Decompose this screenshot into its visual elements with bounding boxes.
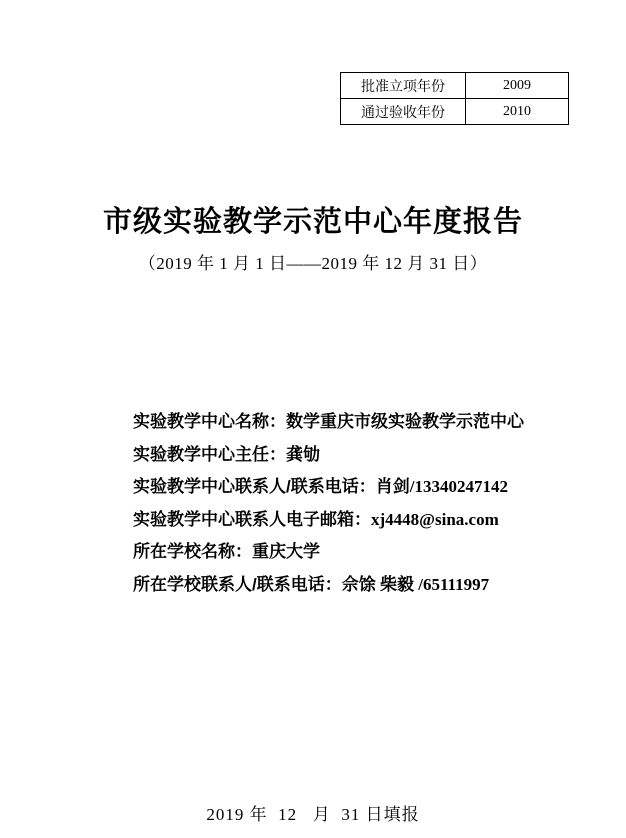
center-email-label: 实验教学中心联系人电子邮箱： — [133, 509, 371, 529]
center-director-label: 实验教学中心主任： — [133, 444, 286, 464]
approval-year-label: 批准立项年份 — [341, 73, 466, 99]
school-contact-label: 所在学校联系人/联系电话： — [133, 574, 342, 594]
approval-year-value: 2009 — [466, 73, 569, 99]
center-contact-label: 实验教学中心联系人/联系电话： — [133, 477, 376, 497]
acceptance-year-label: 通过验收年份 — [341, 99, 466, 125]
page-title: 市级实验教学示范中心年度报告 — [102, 206, 523, 238]
info-line-center-director — [133, 439, 553, 472]
center-name-value: 数学重庆市级实验教学示范中心 — [286, 412, 524, 431]
center-director-value: 龚劬 — [286, 444, 320, 464]
school-name-label: 所在学校名称： — [133, 542, 252, 562]
center-name-label: 实验教学中心名称： — [133, 412, 286, 431]
school-name-value: 重庆大学 — [252, 542, 320, 562]
info-line-center-contact-phone — [133, 471, 553, 504]
approval-year-table — [340, 72, 569, 125]
report-period: （2019 年 1 月 1 日——2019 年 12 月 31 日） — [138, 254, 488, 273]
center-info-block — [133, 406, 553, 602]
acceptance-year-value: 2010 — [466, 99, 569, 125]
center-email-value: xj4448@sina.com — [371, 509, 499, 529]
fill-date: 2019 年 12 月 31 日填报 — [206, 805, 420, 824]
info-line-center-name — [133, 406, 553, 439]
table-row — [341, 73, 569, 99]
info-line-school-contact-phone — [133, 569, 553, 602]
info-line-center-contact-email — [133, 504, 553, 537]
school-contact-value: 佘馀 柴毅 /65111997 — [341, 574, 490, 594]
center-contact-value: 肖剑/13340247142 — [375, 477, 508, 497]
table-row — [341, 99, 569, 125]
info-line-school-name — [133, 536, 553, 569]
